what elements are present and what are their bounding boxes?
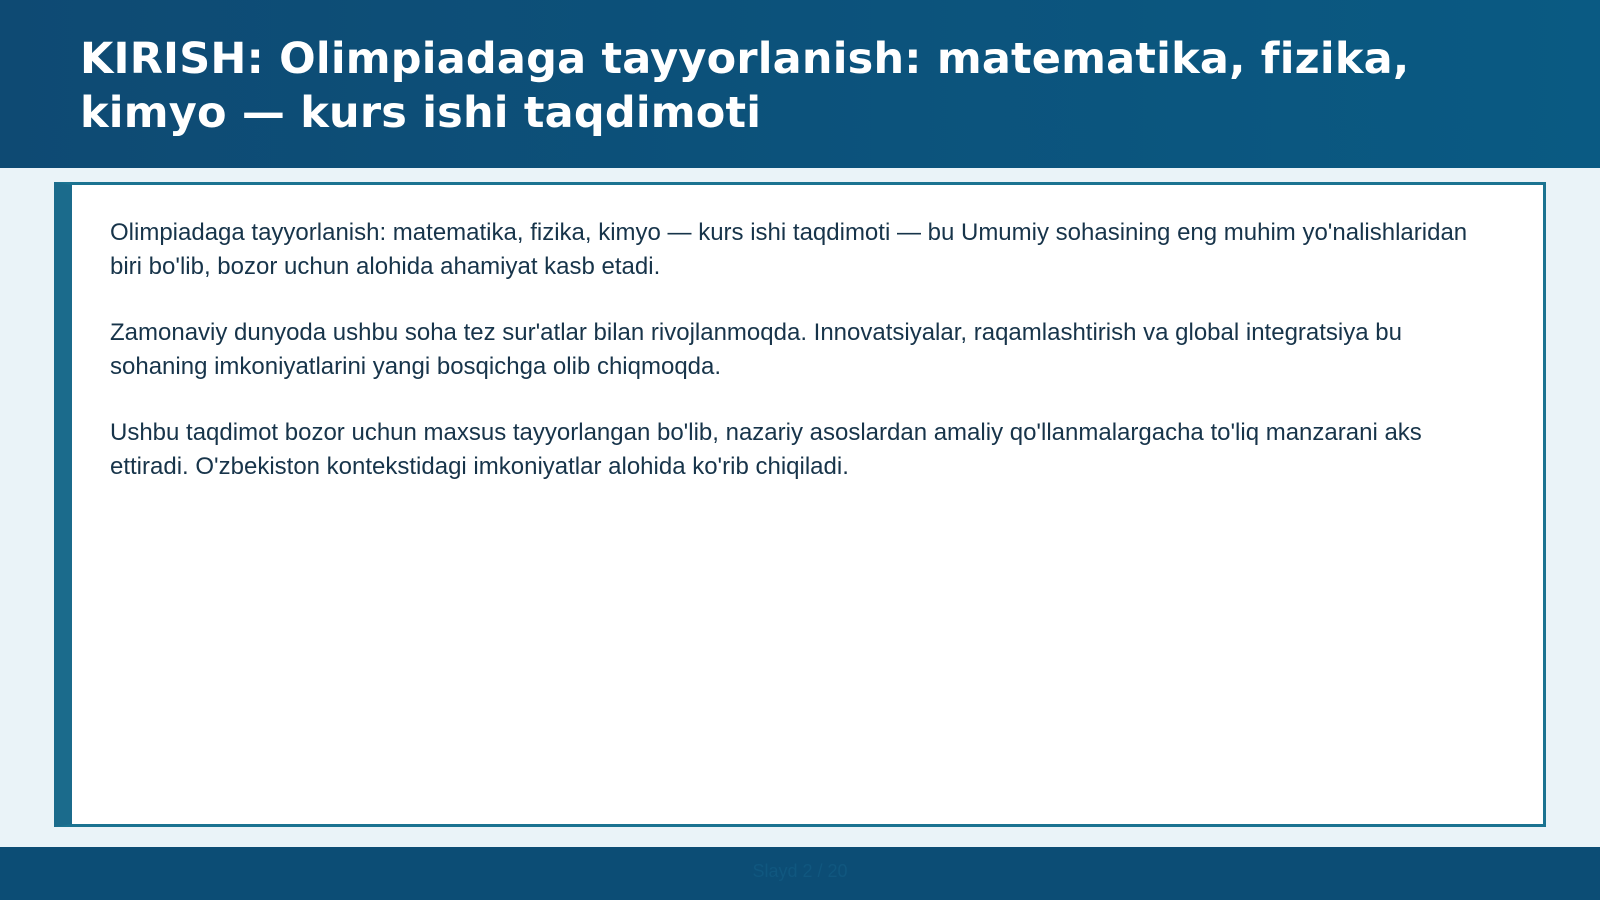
- slide-header: [0, 0, 1600, 168]
- slide-title: KIRISH: Olimpiadaga tayyorlanish: matematika, fizika, kimyo — kurs ishi taqdimoti: [80, 34, 1410, 138]
- content-card: [54, 182, 1546, 827]
- paragraph-modern-world: Zamonaviy dunyoda ushbu soha tez sur'atlar bilan rivojlanmoqda. Innovatsiyalar, raqamlashtirish va global integratsiya bu sohaning imkoniyatlarini yangi bosqichga olib chiqmoqda.: [110, 319, 1402, 380]
- paragraph-intro: Olimpiadaga tayyorlanish: matematika, fizika, kimyo — kurs ishi taqdimoti — bu Umumiy sohasining eng muhim yo'nalishlaridan biri bo'lib, bozor uchun alohida ahamiyat kasb etadi.: [110, 219, 1468, 280]
- paragraph-presentation-purpose: Ushbu taqdimot bozor uchun maxsus tayyorlangan bo'lib, nazariy asoslardan amaliy qo'llanmalargacha to'liq manzarani aks ettiradi. O'zbekiston kontekstidagi imkoniyatlar alohida ko'rib chiqiladi.: [110, 419, 1422, 480]
- slide-number: Slayd 2 / 20: [752, 861, 848, 881]
- slide-footer: [0, 847, 1600, 900]
